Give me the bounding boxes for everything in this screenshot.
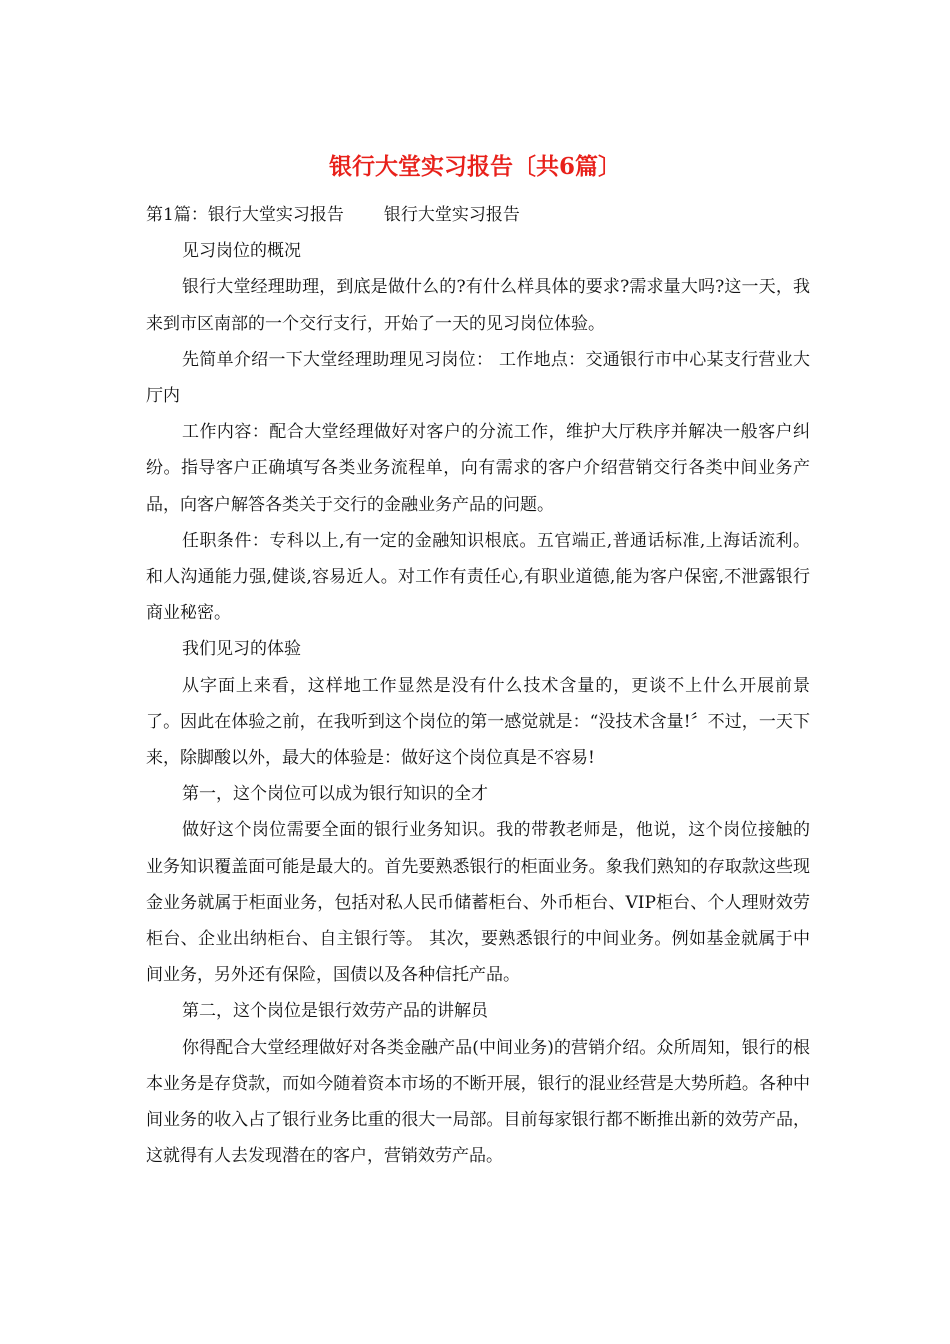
document-body [146, 197, 810, 1174]
section-heading: 第1篇：银行大堂实习报告 [146, 205, 344, 225]
paragraph-subheading: 见习岗位的概况 [182, 241, 301, 262]
paragraph-subheading: 我们见习的体验 [182, 639, 301, 660]
document-title: 银行大堂实习报告〔共6篇〕 [328, 153, 621, 180]
paragraph: 工作内容：配合大堂经理做好对客户的分流工作，维护大厅秩序并解决一般客户纠纷。指导客户正确填写各类业务流程单，向有需求的客户介绍营销交行各类中间业务产品，向客户解答各类关于交行的金融业务产品的问题。 [146, 422, 810, 515]
paragraph: 从字面上来看，这样地工作显然是没有什么技术含量的，更谈不上什么开展前景了。因此在体验之前，在我听到这个岗位的第一感觉就是：“没技术含量!〞不过，一天下来，除脚酸以外，最大的体验是：做好这个岗位真是不容易! [146, 675, 810, 769]
paragraph: 做好这个岗位需要全面的银行业务知识。我的带教老师是，他说，这个岗位接触的业务知识覆盖面可能是最大的。首先要熟悉银行的柜面业务。象我们熟知的存取款这些现金业务就属于柜面业务，包括对私人民币储蓄柜台、外币柜台、VIP柜台、个人理财效劳柜台、企业出纳柜台、自主银行等。 其次，要熟悉银行的中间业务。例如基金就属于中间业务，另外还有保险，国债以及各种信托产品。 [146, 820, 810, 986]
paragraph-subheading: 第二，这个岗位是银行效劳产品的讲解员 [182, 1001, 488, 1022]
section-subheading: 银行大堂实习报告 [383, 205, 520, 225]
paragraph: 先简单介绍一下大堂经理助理见习岗位： 工作地点：交通银行市中心某支行营业大厅内 [146, 349, 810, 407]
section-heading-line [146, 197, 810, 233]
paragraph: 银行大堂经理助理，到底是做什么的?有什么样具体的要求?需求量大吗?这一天，我来到市区南部的一个交行支行，开始了一天的见习岗位体验。 [146, 277, 810, 334]
paragraph-subheading: 第一，这个岗位可以成为银行知识的全才 [182, 784, 488, 805]
paragraph: 你得配合大堂经理做好对各类金融产品(中间业务)的营销介绍。众所周知，银行的根本业务是存贷款，而如今随着资本市场的不断开展，银行的混业经营是大势所趋。各种中间业务的收入占了银行业务比重的很大一局部。目前每家银行都不断推出新的效劳产品，这就得有人去发现潜在的客户，营销效劳产品。 [146, 1037, 810, 1167]
paragraph: 任职条件：专科以上,有一定的金融知识根底。五官端正,普通话标准,上海话流利。和人沟通能力强,健谈,容易近人。对工作有责任心,有职业道德,能为客户保密,不泄露银行商业秘密。 [146, 530, 810, 624]
